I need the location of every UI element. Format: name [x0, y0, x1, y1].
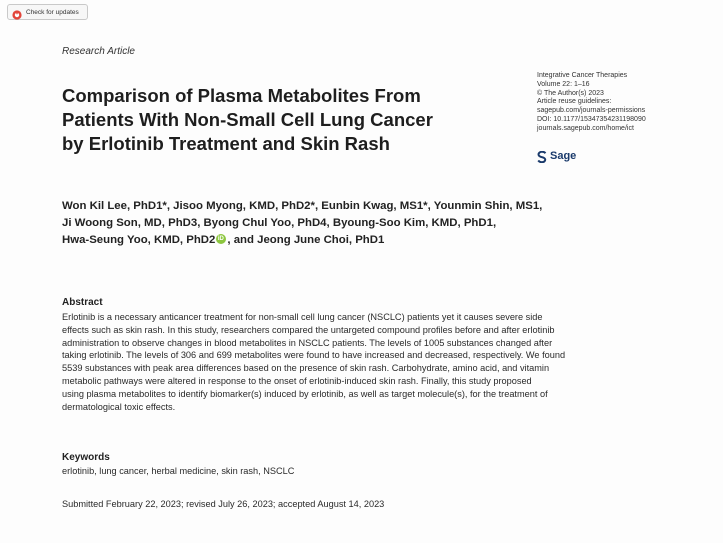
journal-info — [537, 72, 646, 134]
title-line: by Erlotinib Treatment and Skin Rash — [62, 133, 390, 154]
journal-home-link[interactable]: journals.sagepub.com/home/ict — [537, 124, 634, 132]
abstract-heading: Abstract — [62, 297, 103, 308]
journal-volume: Volume 22: 1–16 — [537, 80, 590, 88]
abstract-line: effects such as skin rash. In this study, researchers compared the untargeted compound profiles before and after erlotinib — [62, 324, 555, 335]
author-line: Ji Woong Son, MD, PhD3, Byong Chul Yoo, PhD4, Byoung-Soo Kim, KMD, PhD1, — [62, 217, 497, 229]
author-name: Hwa-Seung Yoo, KMD, PhD2 — [62, 234, 216, 246]
submission-dates: Submitted February 22, 2023; revised July 26, 2023; accepted August 14, 2023 — [62, 499, 385, 509]
journal-doi[interactable]: DOI: 10.1177/15347354231198090 — [537, 115, 646, 123]
author-list — [62, 198, 662, 249]
abstract-line: 5539 substances with peak area differences based on the presence of skin rash. Carbohydrate, amino acid, and vitamin — [62, 363, 550, 374]
abstract-line: metabolic pathways were altered in response to the onset of erlotinib-induced skin rash. Finally, this study proposed — [62, 375, 532, 386]
abstract-line: dermatological toxic effects. — [62, 401, 176, 412]
orcid-icon[interactable] — [216, 234, 226, 244]
keywords-list: erlotinib, lung cancer, herbal medicine, skin rash, NSCLC — [62, 466, 295, 476]
publisher-name: Sage — [550, 150, 577, 162]
abstract-line: Erlotinib is a necessary anticancer treatment for non-small cell lung cancer (NSCLC) patients yet it causes severe side — [62, 312, 543, 322]
abstract-line: taking erlotinib. The levels of 306 and 699 metabolites were found to have increased and decreased, respectively. We found — [62, 350, 566, 361]
author-line: Won Kil Lee, PhD1*, Jisoo Myong, KMD, PhD2*, Eunbin Kwag, MS1*, Younmin Shin, MS1, — [62, 200, 543, 212]
title-line: Comparison of Plasma Metabolites From — [62, 85, 421, 106]
title-line: Patients With Non-Small Cell Lung Cancer — [62, 109, 433, 130]
publisher-logo — [537, 150, 576, 162]
journal-name: Integrative Cancer Therapies — [537, 72, 628, 79]
abstract-line: using plasma metabolites to identify biomarker(s) induced by erlotinib, as well as target molecule(s), for the treatment of — [62, 388, 548, 399]
check-for-updates-badge[interactable] — [7, 4, 88, 20]
keywords-heading: Keywords — [62, 452, 110, 463]
abstract-line: administration to observe changes in blood metabolites in NSCLC patients. The levels of 1005 substances changed after — [62, 337, 553, 348]
update-icon — [12, 7, 22, 17]
article-title — [62, 84, 512, 156]
article-type: Research Article — [62, 46, 135, 57]
author-name: , and Jeong June Choi, PhD1 — [227, 234, 385, 246]
sage-logo-icon — [537, 150, 547, 162]
journal-reuse-label: Article reuse guidelines: — [537, 98, 612, 106]
author-line — [62, 232, 662, 249]
journal-permissions-link[interactable]: sagepub.com/journals-permissions — [537, 107, 646, 115]
abstract-body — [62, 311, 666, 413]
journal-copyright: © The Author(s) 2023 — [537, 89, 604, 97]
check-for-updates-label: Check for updates — [26, 8, 79, 16]
